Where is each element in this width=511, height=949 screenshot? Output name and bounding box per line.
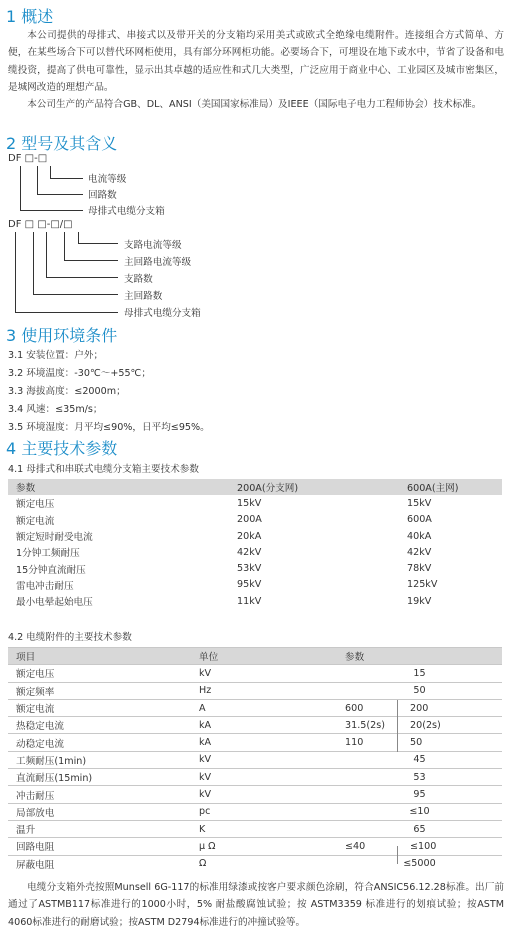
table-row <box>8 577 502 593</box>
table-row <box>8 593 502 609</box>
cell: 78kV <box>407 563 432 575</box>
cell: 直流耐压(15min) <box>8 769 191 786</box>
cell: kV <box>191 769 337 786</box>
subsection-4-2-title: 4.2 电缆附件的主要技术参数 <box>8 632 132 643</box>
header-item: 项目 <box>8 648 191 665</box>
table-row <box>8 665 502 682</box>
cell: 200A <box>237 514 262 526</box>
env-altitude: 3.3 海拔高度：≤2000m； <box>8 386 126 397</box>
cell: 热稳定电流 <box>8 717 191 734</box>
cell: 回路电阻 <box>8 838 191 855</box>
code1-label-busbar-box: 母排式电缆分支箱 <box>88 206 165 217</box>
cell: ≤100 <box>402 838 502 855</box>
cell: 600A <box>407 514 432 526</box>
cell: A <box>191 699 337 716</box>
section-1-title: 1 概述 <box>6 7 54 26</box>
section-1-paragraph-2: 本公司生产的产品符合GB、DL、ANSI（美国国家标准局）及IEEE（国际电子电力工程师协会）技术标准。 <box>27 99 482 110</box>
section-3-title: 3 使用环境条件 <box>6 326 118 345</box>
note-paragraph: 电缆分支箱外壳按照Munsell 6G-117的标准用绿漆或按客户要求颜色涂刷，符合ANSIC56.12.28标准。出厂前通过了ASTMB117标准进行的1000小时，5% 耐盐酸腐蚀试验；按 ASTM3359 标准进行的划痕试验；按ASTM 4060标准进行的耐磨试验；按ASTM D2794标准进行的冲撞试验等。 <box>8 882 504 928</box>
header-value: 参数 <box>337 648 502 665</box>
env-install-location: 3.1 安装位置：户外； <box>8 350 104 361</box>
table-row <box>8 803 502 820</box>
section-1-paragraph-1: 本公司提供的母排式、串接式以及带开关的分支箱均采用美式或欧式全绝缘电缆附件。连接组合方式简单、方便，在某些场合下可以替代环网柜使用，具有部分环网柜功能。必要场合下，可埋设在地下或水中，节省了设备和电缆投资，提高了供电可靠性，显示出其卓越的适应性和式几大类型，广泛应用于商业中心、工业园区及城市密集区，是城网改造的理想产品。 <box>8 30 504 94</box>
table-header-row <box>8 648 502 665</box>
cell: kA <box>191 717 337 734</box>
cell: 19kV <box>407 595 432 607</box>
cell: 125kV <box>407 579 438 591</box>
subsection-4-1-title: 4.1 母排式和串联式电缆分支箱主要技术参数 <box>8 464 199 475</box>
env-humidity: 3.5 环境湿度：月平均≤90%，日平均≤95%。 <box>8 422 210 433</box>
cable-accessory-params-table <box>8 647 502 872</box>
code2-label-main-count: 主回路数 <box>124 291 163 302</box>
cell: 动稳定电流 <box>8 734 191 751</box>
cell: pc <box>191 803 337 820</box>
cell: 雷电冲击耐压 <box>16 580 74 592</box>
code2-label-branch-current: 支路电流等级 <box>124 240 182 251</box>
table-row <box>8 734 502 751</box>
env-temperature: 3.2 环境温度：-30℃～+55℃； <box>8 368 151 379</box>
table-row <box>8 699 502 716</box>
code2-label-main-current: 主回路电流等级 <box>124 257 192 268</box>
cell: 局部放电 <box>8 803 191 820</box>
code2-label-busbar-box: 母排式电缆分支箱 <box>124 308 201 319</box>
section-4-title: 4 主要技术参数 <box>6 439 118 458</box>
cell: kV <box>191 786 337 803</box>
column-divider <box>397 700 398 752</box>
header-600a: 600A(主网) <box>399 479 502 495</box>
table-row <box>8 751 502 768</box>
header-param: 参数 <box>8 479 229 495</box>
cell: 50 <box>402 734 502 751</box>
cell: K <box>191 820 337 837</box>
cell: 40kA <box>407 530 432 542</box>
cell: ≤10 <box>337 803 502 820</box>
cell: 53kV <box>237 563 262 575</box>
cell: μ Ω <box>191 838 337 855</box>
cell: 200 <box>402 699 502 716</box>
table-row <box>8 855 502 872</box>
cell: 额定频率 <box>8 682 191 699</box>
cell: 额定短时耐受电流 <box>16 532 93 544</box>
section-2-title: 2 型号及其含义 <box>6 134 118 153</box>
cell: 95kV <box>237 579 262 591</box>
cell: 最小电晕起始电压 <box>16 597 93 609</box>
cell: 1分钟工频耐压 <box>16 548 80 560</box>
cell: 45 <box>337 751 502 768</box>
cell: 20kA <box>237 530 262 542</box>
cell: 屏蔽电阻 <box>8 855 191 872</box>
cell: 42kV <box>407 546 432 558</box>
cell: 15 <box>337 665 502 682</box>
cell: 15kV <box>407 497 432 509</box>
table-row <box>8 820 502 837</box>
cell: 53 <box>337 769 502 786</box>
cell: 工频耐压(1min) <box>8 751 191 768</box>
code1-label-current-grade: 电流等级 <box>88 174 127 185</box>
code1-label-circuit-count: 回路数 <box>88 190 117 201</box>
code2-label-branch-count: 支路数 <box>124 274 153 285</box>
table-row <box>8 682 502 699</box>
cell: 50 <box>337 682 502 699</box>
cell: Ω <box>191 855 337 872</box>
cell: 65 <box>337 820 502 837</box>
column-divider <box>397 846 398 864</box>
header-unit: 单位 <box>191 648 337 665</box>
model-code-2: DF □ □-□/□ <box>8 219 73 230</box>
cell: ≤40 <box>337 838 402 855</box>
table-row <box>8 717 502 734</box>
table-row <box>8 544 502 560</box>
table-row <box>8 560 502 576</box>
cell: 额定电压 <box>8 665 191 682</box>
table-row <box>8 786 502 803</box>
cell: 42kV <box>237 546 262 558</box>
cell: kV <box>191 751 337 768</box>
cell: 温升 <box>8 820 191 837</box>
cell: 110 <box>337 734 402 751</box>
cell: 31.5(2s) <box>337 717 402 734</box>
model-code-1: DF □-□ <box>8 153 48 164</box>
busbar-box-params-table <box>8 479 502 609</box>
table-row <box>8 528 502 544</box>
cell: 11kV <box>237 595 262 607</box>
cell: 15分钟直流耐压 <box>16 564 86 576</box>
cell: 额定电流 <box>16 515 55 527</box>
cell: kA <box>191 734 337 751</box>
cell: 20(2s) <box>402 717 502 734</box>
header-200a: 200A(分支网) <box>229 479 399 495</box>
cell: 95 <box>337 786 502 803</box>
cell: 额定电压 <box>16 499 55 511</box>
env-wind-speed: 3.4 风速：≤35m/s； <box>8 404 103 415</box>
table-header-row <box>8 479 502 495</box>
cell: ≤5000 <box>337 855 502 872</box>
table-row <box>8 495 502 511</box>
table-row <box>8 838 502 855</box>
cell: kV <box>191 665 337 682</box>
table-row <box>8 512 502 528</box>
cell: 600 <box>337 699 402 716</box>
cell: 冲击耐压 <box>8 786 191 803</box>
cell: 额定电流 <box>8 699 191 716</box>
table-row <box>8 769 502 786</box>
cell: Hz <box>191 682 337 699</box>
cell: 15kV <box>237 497 262 509</box>
